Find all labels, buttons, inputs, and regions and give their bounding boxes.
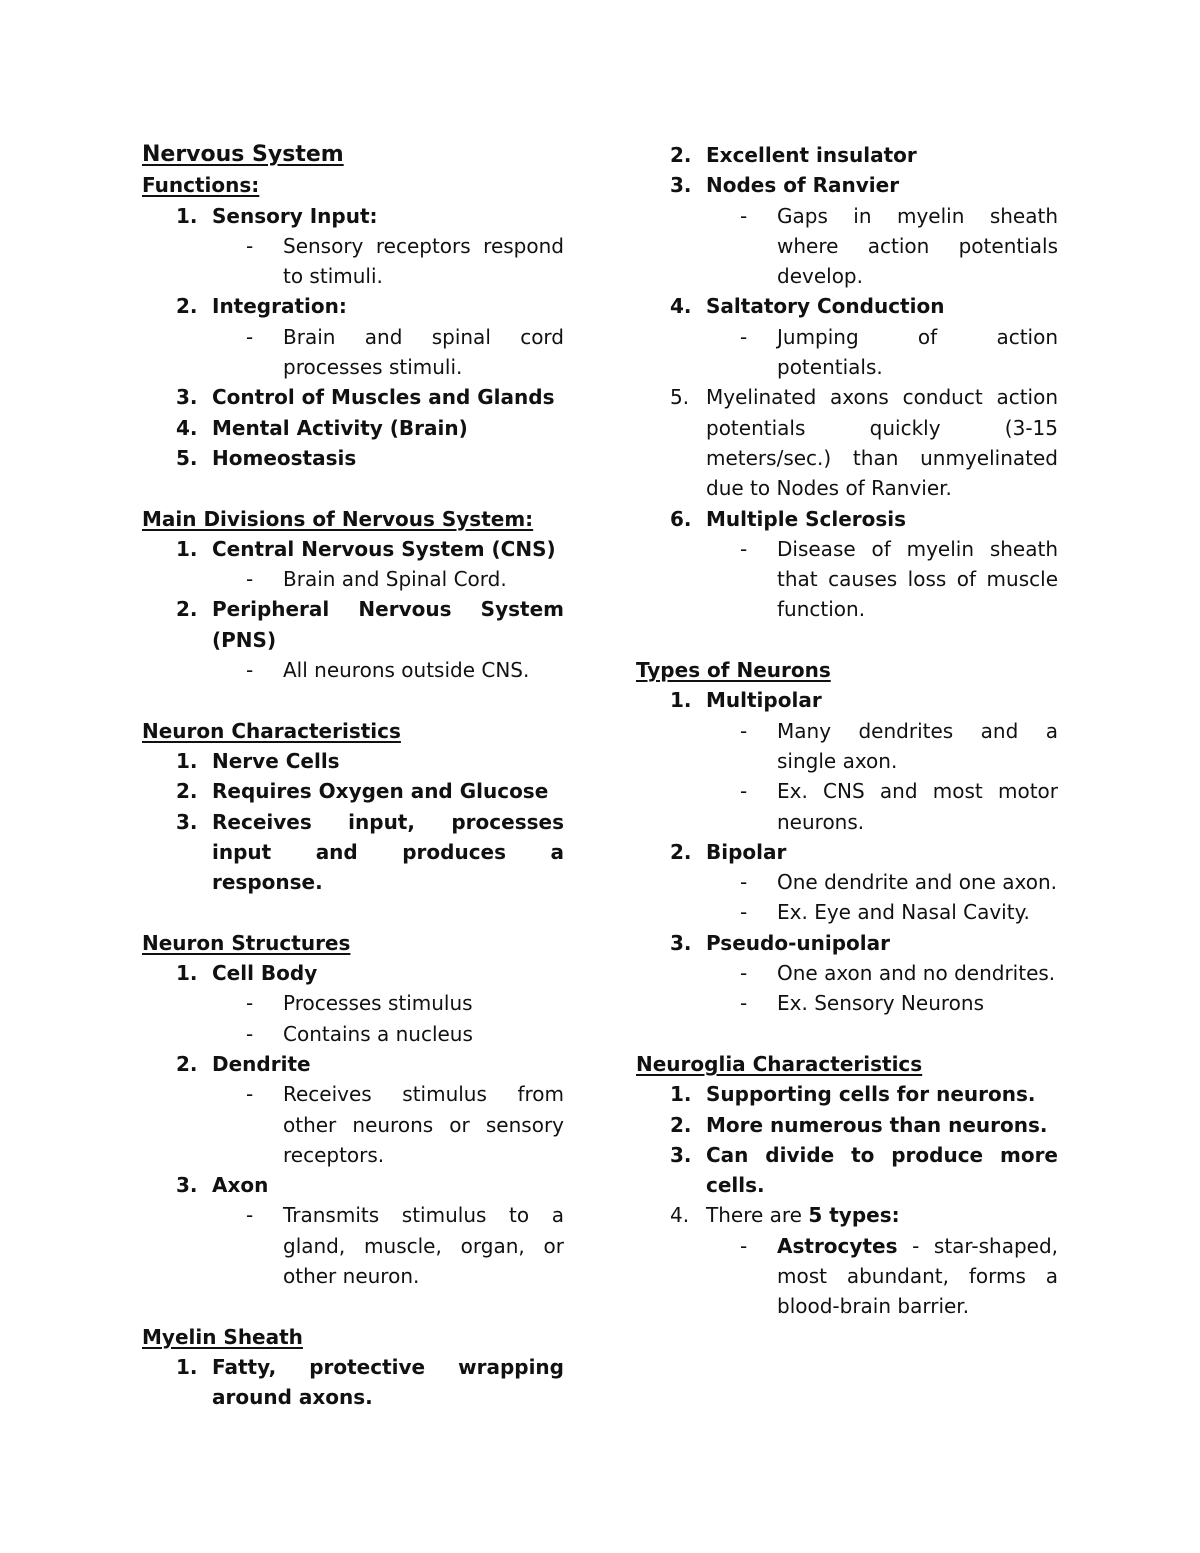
sub-item: [636, 534, 1058, 625]
list-item: [636, 928, 1058, 958]
dash-bullet: -: [740, 203, 748, 228]
list-item: [142, 534, 564, 564]
list-item: [636, 1200, 1058, 1230]
dash-bullet: -: [740, 1233, 748, 1258]
list-item: [636, 382, 1058, 503]
item-label: Pseudo-unipolar: [706, 930, 890, 955]
list-item: [142, 807, 564, 898]
sub-item-text: Contains a nucleus: [283, 1021, 473, 1046]
item-number: 3.: [670, 1142, 692, 1167]
dash-bullet: -: [246, 324, 254, 349]
item-label: Homeostasis: [212, 445, 357, 470]
sub-item-text: Ex. Eye and Nasal Cavity.: [777, 900, 1030, 925]
item-label: Dendrite: [212, 1051, 311, 1076]
list-item: [142, 443, 564, 473]
list-item: [636, 685, 1058, 715]
characteristics-heading: Neuron Characteristics: [142, 718, 401, 743]
item-label: Nodes of Ranvier: [706, 173, 900, 198]
sub-item: [142, 564, 564, 594]
dash-bullet: -: [246, 233, 254, 258]
list-item: [142, 776, 564, 806]
item-number: 3.: [176, 1173, 198, 1198]
left-column: [142, 140, 564, 1412]
sub-item-text: Transmits stimulus to a gland, muscle, organ, or other neuron.: [283, 1203, 564, 1288]
item-label: Central Nervous System (CNS): [212, 536, 556, 561]
sub-item: [142, 322, 564, 383]
item-number: 1.: [176, 203, 198, 228]
sub-item-text: One dendrite and one axon.: [777, 870, 1058, 895]
divisions-heading: Main Divisions of Nervous System:: [142, 506, 534, 531]
list-item: [142, 291, 564, 321]
sub-item: [636, 897, 1058, 927]
sub-item: [636, 201, 1058, 292]
item-label: Peripheral Nervous System: [212, 597, 564, 622]
item-number: 1.: [670, 1082, 692, 1107]
item-label: Nerve Cells: [212, 748, 340, 773]
list-item: [142, 1352, 564, 1413]
list-item: [636, 837, 1058, 867]
list-item-continued: [142, 625, 564, 655]
sub-item-text: One axon and no dendrites.: [777, 961, 1056, 986]
item-number: 4.: [670, 1203, 690, 1228]
item-number: 5.: [176, 445, 198, 470]
item-text: Myelinated axons conduct action potentials quickly (3-15 meters/sec.) than unmyelinated due to Nodes of Ranvier.: [706, 385, 1058, 501]
sub-item: [142, 655, 564, 685]
item-label: Axon: [212, 1173, 269, 1198]
sub-item: [636, 776, 1058, 837]
item-label: Fatty, protective wrapping around axons.: [212, 1354, 564, 1410]
functions-heading: Functions:: [142, 173, 260, 198]
sub-item-text: Ex. CNS and most motor neurons.: [777, 779, 1058, 834]
item-number: 1.: [176, 536, 198, 561]
item-label: Requires Oxygen and Glucose: [212, 779, 549, 804]
sub-item: [142, 1079, 564, 1170]
item-label: Supporting cells for neurons.: [706, 1082, 1036, 1107]
sub-item-text: - star-shaped, most abundant, forms a blood-brain barrier.: [777, 1233, 1058, 1319]
dash-bullet: -: [246, 1021, 254, 1046]
astrocytes-label: Astrocytes: [777, 1233, 898, 1258]
list-item: [636, 1079, 1058, 1109]
dash-bullet: -: [740, 779, 748, 804]
right-column: [636, 140, 1058, 1322]
item-label: Integration:: [212, 294, 347, 319]
item-number: 2.: [670, 839, 692, 864]
item-number: 1.: [176, 1354, 198, 1379]
dash-bullet: -: [740, 961, 748, 986]
item-number: 6.: [670, 506, 692, 531]
list-item: [636, 140, 1058, 170]
list-item: [636, 291, 1058, 321]
structures-heading: Neuron Structures: [142, 930, 351, 955]
item-number: 2.: [176, 779, 198, 804]
sub-item-text: Ex. Sensory Neurons: [777, 991, 984, 1016]
item-label: Saltatory Conduction: [706, 294, 945, 319]
dash-bullet: -: [740, 536, 748, 561]
item-number: 4.: [176, 415, 198, 440]
sub-item: [142, 1019, 564, 1049]
myelin-heading: Myelin Sheath: [142, 1324, 303, 1349]
item-label: Multiple Sclerosis: [706, 506, 907, 531]
dash-bullet: -: [246, 991, 254, 1016]
item-label: Mental Activity (Brain): [212, 415, 468, 440]
dash-bullet: -: [740, 718, 748, 743]
item-number: 2.: [670, 1112, 692, 1137]
item-label: (PNS): [212, 627, 277, 652]
item-number: 1.: [176, 748, 198, 773]
list-item: [142, 1049, 564, 1079]
list-item: [636, 1110, 1058, 1140]
item-number: 4.: [670, 294, 692, 319]
dash-bullet: -: [740, 900, 748, 925]
item-label: Receives input, processes input and produces a response.: [212, 809, 564, 895]
types-heading: Types of Neurons: [636, 658, 831, 683]
dash-bullet: -: [740, 870, 748, 895]
item-number: 5.: [670, 385, 690, 410]
item-number: 3.: [670, 930, 692, 955]
dash-bullet: -: [740, 991, 748, 1016]
list-item: [142, 1170, 564, 1200]
sub-item-text: Brain and Spinal Cord.: [283, 567, 507, 592]
item-label: Cell Body: [212, 961, 318, 986]
item-text: There are: [706, 1203, 809, 1228]
list-item: [142, 746, 564, 776]
sub-item: [636, 1231, 1058, 1322]
item-label: More numerous than neurons.: [706, 1112, 1048, 1137]
sub-item: [636, 867, 1058, 897]
item-text-bold: 5 types:: [808, 1203, 900, 1228]
list-item: [636, 170, 1058, 200]
list-item: [142, 594, 564, 624]
dash-bullet: -: [246, 1082, 254, 1107]
list-item: [142, 382, 564, 412]
sub-item: [142, 1200, 564, 1291]
dash-bullet: -: [246, 567, 254, 592]
sub-item: [142, 988, 564, 1018]
sub-item: [636, 322, 1058, 383]
dash-bullet: -: [246, 658, 254, 683]
sub-item-text: Receives stimulus from other neurons or sensory receptors.: [283, 1082, 564, 1167]
sub-item-text: Disease of myelin sheath that causes loss of muscle function.: [777, 536, 1058, 622]
page-title: Nervous System: [142, 142, 344, 167]
item-label: Bipolar: [706, 839, 787, 864]
item-label: Sensory Input:: [212, 203, 378, 228]
item-number: 1.: [176, 961, 198, 986]
item-number: 3.: [670, 173, 692, 198]
dash-bullet: -: [740, 324, 748, 349]
sub-item-text: Sensory receptors respond to stimuli.: [283, 233, 564, 289]
sub-item: [636, 716, 1058, 777]
list-item: [142, 413, 564, 443]
item-label: Excellent insulator: [706, 143, 917, 167]
dash-bullet: -: [246, 1203, 254, 1228]
sub-item-text: Many dendrites and a single axon.: [777, 718, 1058, 773]
sub-item: [636, 958, 1058, 988]
item-number: 2.: [670, 143, 692, 167]
neuroglia-heading: Neuroglia Characteristics: [636, 1051, 923, 1076]
list-item: [142, 201, 564, 231]
item-number: 3.: [176, 809, 198, 834]
item-number: 1.: [670, 688, 692, 713]
sub-item-text: Jumping of action potentials.: [777, 324, 1058, 380]
item-number: 3.: [176, 385, 198, 410]
sub-item-text: Brain and spinal cord processes stimuli.: [283, 324, 564, 380]
item-label: Multipolar: [706, 688, 822, 713]
list-item: [636, 1140, 1058, 1201]
list-item: [142, 958, 564, 988]
item-label: Control of Muscles and Glands: [212, 385, 555, 410]
item-number: 2.: [176, 597, 198, 622]
sub-item-text: All neurons outside CNS.: [283, 658, 530, 683]
list-item: [636, 504, 1058, 534]
sub-item-text: Processes stimulus: [283, 991, 473, 1016]
sub-item-text: Gaps in myelin sheath where action potentials develop.: [777, 203, 1058, 289]
sub-item: [636, 988, 1058, 1018]
sub-item: [142, 231, 564, 292]
item-number: 2.: [176, 294, 198, 319]
item-number: 2.: [176, 1051, 198, 1076]
item-label: Can divide to produce more cells.: [706, 1142, 1058, 1198]
